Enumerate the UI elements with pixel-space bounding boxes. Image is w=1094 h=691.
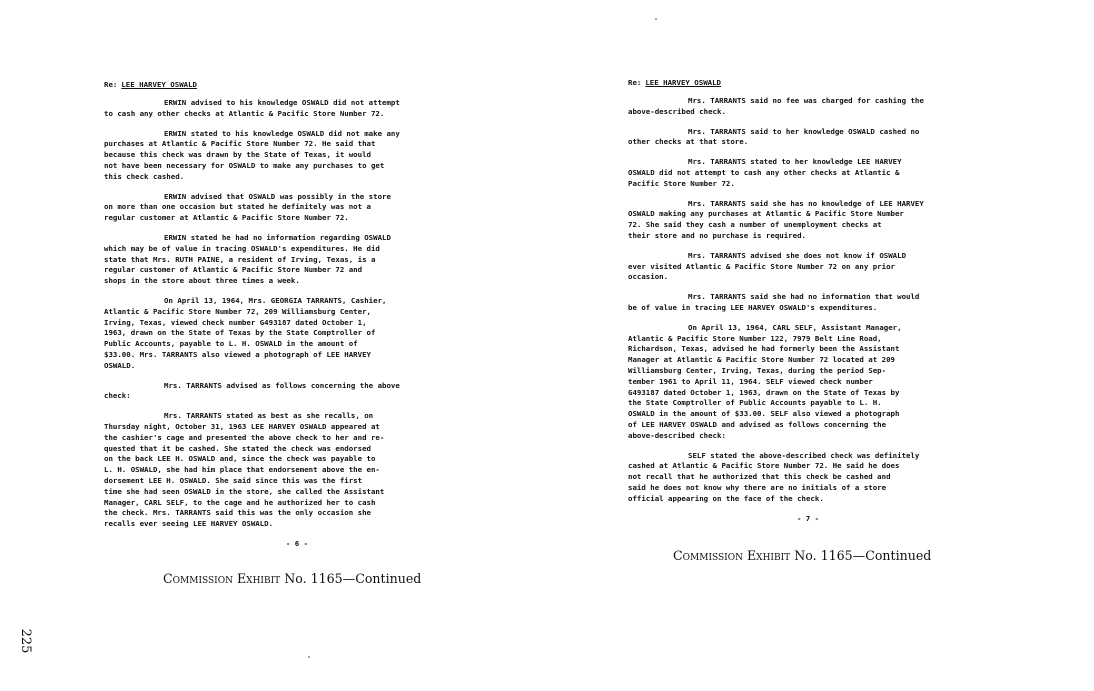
paragraph: ERWIN advised to his knowledge OSWALD did not attempt to cash any other checks at Atlantic & Pacific Store Number 72. bbox=[104, 98, 400, 118]
paragraph: ERWIN stated to his knowledge OSWALD did not make any purchases at Atlantic & Pacific Store Number 72. He said that because this check was drawn by the State of Texas, it would not have been necessary for OSWALD to make any purchases to get this check cashed. bbox=[104, 128, 400, 181]
paragraph: Mrs. TARRANTS stated to her knowledge LEE HARVEY OSWALD did not attempt to cash any other checks at Atlantic & Pacific Store Number 72. bbox=[628, 157, 902, 188]
paragraph: On April 13, 1964, Mrs. GEORGIA TARRANTS, Cashier, Atlantic & Pacific Store Number 72, 209 Williamsburg Center, Irving, Texas, viewed check number G493187 dated October 1, 1963, drawn on the State of Texas by the State Comptroller of Public Accounts, payable to L. H. OSWALD in the amount of $33.00. Mrs. TARRANTS also viewed a photograph of LEE HARVEY OSWALD. bbox=[104, 295, 387, 370]
right-document-page bbox=[628, 78, 988, 523]
caption-rest: No. 1165—Continued bbox=[794, 548, 932, 563]
page-number: - 7 - bbox=[796, 513, 820, 523]
paragraph: Mrs. TARRANTS said to her knowledge OSWALD cashed no other checks at that store. bbox=[628, 126, 920, 147]
exhibit-caption bbox=[163, 571, 421, 586]
caption-rest: No. 1165—Continued bbox=[284, 571, 422, 586]
paragraph: Mrs. TARRANTS advised she does not know if OSWALD ever visited Atlantic & Pacific Store Number 72 on any prior occasion. bbox=[628, 250, 907, 282]
paragraph: Mrs. TARRANTS advised as follows concerning the above check: bbox=[104, 380, 400, 401]
folio-page-number: 225 bbox=[18, 628, 33, 654]
re-label: Re: bbox=[104, 80, 118, 89]
re-subject: LEE HARVEY OSWALD bbox=[121, 80, 198, 89]
scan-speck bbox=[655, 18, 657, 20]
left-document-page bbox=[104, 80, 490, 548]
page-number: - 6 - bbox=[285, 538, 309, 548]
paragraph: SELF stated the above-described check was definitely cashed at Atlantic & Pacific Store Number 72. He said he does not recall that he authorized that this check be cashed and said he does not know why there are no initials of a store official appearing on the face of the check. bbox=[628, 450, 920, 503]
re-line bbox=[104, 80, 490, 89]
paragraph: ERWIN advised that OSWALD was possibly in the store on more than one occasion but stated he definitely was not a regular customer at Atlantic & Pacific Store Number 72. bbox=[104, 191, 391, 223]
paragraph: ERWIN stated he had no information regarding OSWALD which may be of value in tracing OSWALD's expenditures. He did state that Mrs. RUTH PAINE, a resident of Irving, Texas, is a regular customer of Atlantic & Pacific Store Number 72 and shops in the store about three times a week. bbox=[104, 232, 391, 286]
re-subject: LEE HARVEY OSWALD bbox=[645, 78, 722, 87]
caption-prefix: Commission Exhibit bbox=[673, 548, 791, 563]
paragraph: Mrs. TARRANTS said she has no knowledge of LEE HARVEY OSWALD making any purchases at Atlantic & Pacific Store Number 72. She said they cash a number of unemployment checks at their store and no purchase is required. bbox=[628, 198, 924, 240]
paragraph: Mrs. TARRANTS stated as best as she recalls, on Thursday night, October 31, 1963 LEE HARVEY OSWALD appeared at the cashier's cage and presented the above check to her and re- quested that it be cashed. She stated the check was endorsed on the back LEE H. OSWALD and, since the check was payable to L. H. OSWALD, she had him place that endorsement above the en- dorsement LEE H. OSWALD. She said since this was the first time she had seen OSWALD in the store, she called the Assistant Manager, CARL SELF, to the cage and he authorized her to cash the check. Mrs. TARRANTS said this was the only occasion she recalls ever seeing LEE HARVEY OSWALD. bbox=[104, 411, 385, 529]
re-line bbox=[628, 78, 988, 87]
paragraph: On April 13, 1964, CARL SELF, Assistant Manager, Atlantic & Pacific Store Number 122, 7979 Belt Line Road, Richardson, Texas, advised he had formerly been the Assistant Manager at Atlantic & Pacific Store Number 72 located at 209 Williamsburg Center, Irving, Texas, during the period Sep- tember 1961 to April 11, 1964. SELF viewed check number G493187 dated October 1, 1963, drawn on the State of Texas by the State Comptroller of Public Accounts payable to L. H. OSWALD in the amount of $33.00. SELF also viewed a photograph of LEE HARVEY OSWALD and advised as follows concerning the above-described check: bbox=[628, 322, 902, 440]
paragraph: Mrs. TARRANTS said she had no information that would be of value in tracing LEE HARVEY OSWALD's expenditures. bbox=[628, 292, 920, 312]
scan-speck bbox=[308, 656, 310, 658]
paragraph: Mrs. TARRANTS said no fee was charged for cashing the above-described check. bbox=[628, 96, 924, 116]
caption-prefix: Commission Exhibit bbox=[163, 571, 281, 586]
re-label: Re: bbox=[628, 78, 642, 87]
exhibit-caption bbox=[673, 548, 931, 563]
